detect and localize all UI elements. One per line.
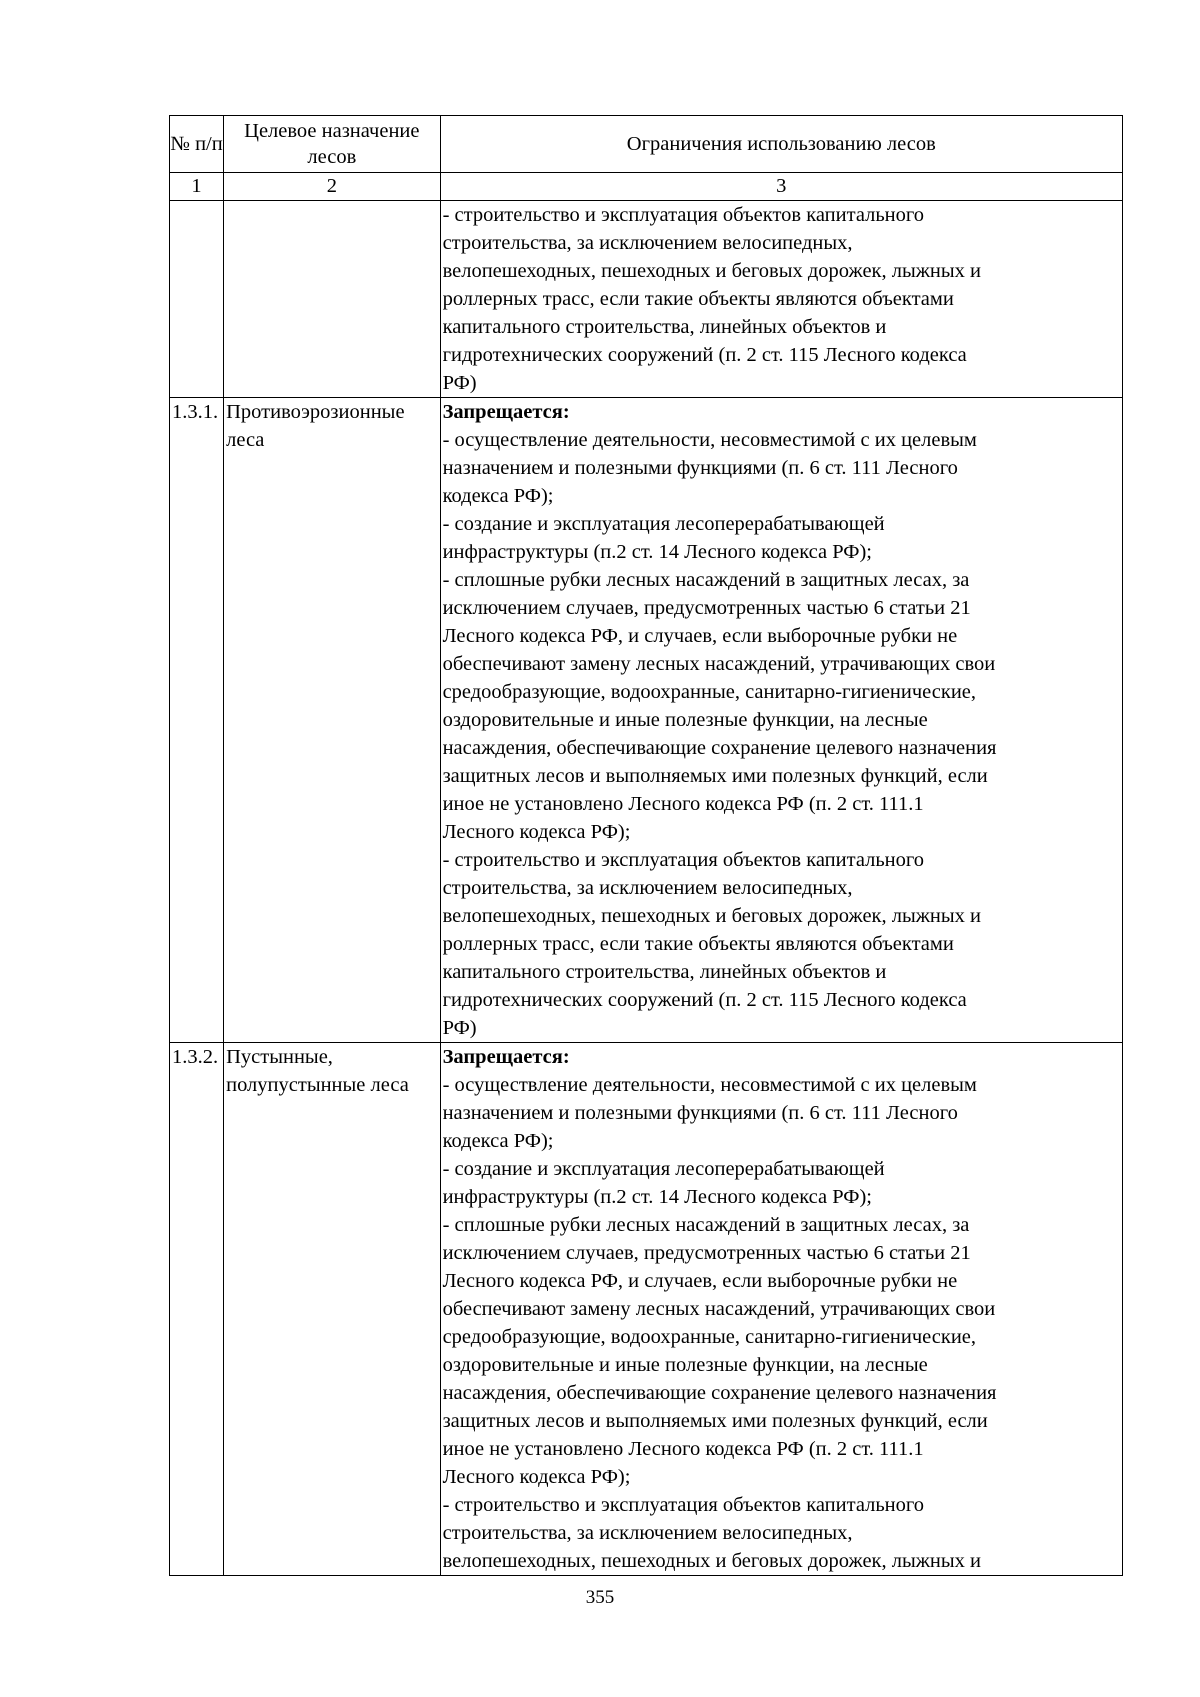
row-restrictions-cell xyxy=(440,201,1122,398)
table-row xyxy=(170,1043,1123,1576)
restriction-text-line: - строительство и эксплуатация объектов капитального xyxy=(442,1494,925,1516)
restriction-text-line: иное не установлено Лесного кодекса РФ (п. 2 ст. 111.1 xyxy=(442,1438,924,1460)
row-purpose-cell: Пустынные, полупустынные леса xyxy=(224,1043,440,1576)
table-header-row xyxy=(170,116,1123,173)
header-purpose-cell: Целевое назначение лесов xyxy=(224,116,440,173)
restriction-text-line: кодекса РФ); xyxy=(442,485,554,507)
restriction-text-line: средообразующие, водоохранные, санитарно-гигиенические, xyxy=(442,681,977,703)
restriction-text-line: оздоровительные и иные полезные функции, на лесные xyxy=(442,709,928,731)
restrictions-lines xyxy=(443,1071,1120,1575)
prohibited-heading: Запрещается: xyxy=(442,1046,570,1068)
restriction-text-line: гидротехнических сооружений (п. 2 ст. 115 Лесного кодекса xyxy=(442,344,967,366)
restriction-text-line: капитального строительства, линейных объектов и xyxy=(442,961,887,983)
restriction-text-line: роллерных трасс, если такие объекты являются объектами xyxy=(442,288,954,310)
page-number: 355 xyxy=(585,1587,615,1608)
restriction-text-line: инфраструктуры (п.2 ст. 14 Лесного кодекса РФ); xyxy=(442,541,873,563)
restriction-text-line: кодекса РФ); xyxy=(442,1130,554,1152)
restriction-text-line: инфраструктуры (п.2 ст. 14 Лесного кодекса РФ); xyxy=(442,1186,873,1208)
restriction-text-line: назначением и полезными функциями (п. 6 ст. 111 Лесного xyxy=(442,1102,958,1124)
restriction-text-line: исключением случаев, предусмотренных частью 6 статьи 21 xyxy=(442,597,971,619)
restriction-text-line: назначением и полезными функциями (п. 6 ст. 111 Лесного xyxy=(442,457,958,479)
restriction-text-line: - создание и эксплуатация лесоперерабатывающей xyxy=(442,1158,885,1180)
restriction-text-line: насаждения, обеспечивающие сохранение целевого назначения xyxy=(442,1382,997,1404)
prohibited-heading: Запрещается: xyxy=(442,401,570,423)
restriction-text-line: - осуществление деятельности, несовместимой с их целевым xyxy=(442,1074,977,1096)
restriction-text-line: - создание и эксплуатация лесоперерабатывающей xyxy=(442,513,885,535)
row-restrictions-cell xyxy=(440,1043,1122,1576)
header-number-cell: № п/п xyxy=(170,116,224,173)
table-row xyxy=(170,398,1123,1043)
column-number-2: 2 xyxy=(224,173,440,201)
row-purpose-cell: Противоэрозионные леса xyxy=(224,398,440,1043)
restriction-text-line: оздоровительные и иные полезные функции, на лесные xyxy=(442,1354,928,1376)
restriction-text-line: строительства, за исключением велосипедных, xyxy=(442,1522,853,1544)
restriction-text-line: велопешеходных, пешеходных и беговых дорожек, лыжных и xyxy=(442,260,982,282)
restriction-text-line: Лесного кодекса РФ); xyxy=(442,1466,631,1488)
restriction-text-line: защитных лесов и выполняемых ими полезных функций, если xyxy=(442,1410,988,1432)
restriction-text-line: РФ) xyxy=(442,1017,477,1039)
row-number-cell: 1.3.2. xyxy=(170,1043,224,1576)
restriction-text-line: строительства, за исключением велосипедных, xyxy=(442,877,853,899)
restriction-text-line: строительства, за исключением велосипедных, xyxy=(442,232,853,254)
restriction-text-line: средообразующие, водоохранные, санитарно-гигиенические, xyxy=(442,1326,977,1348)
restriction-text-line: гидротехнических сооружений (п. 2 ст. 115 Лесного кодекса xyxy=(442,989,967,1011)
restriction-text-line: Лесного кодекса РФ, и случаев, если выборочные рубки не xyxy=(442,1270,958,1292)
restriction-text-line: обеспечивают замену лесных насаждений, утрачивающих свои xyxy=(442,1298,996,1320)
header-restrictions-cell: Ограничения использованию лесов xyxy=(440,116,1122,173)
restriction-text-line: - сплошные рубки лесных насаждений в защитных лесах, за xyxy=(442,569,970,591)
restrictions-table xyxy=(169,115,1123,1576)
restriction-text-line: велопешеходных, пешеходных и беговых дорожек, лыжных и xyxy=(442,905,982,927)
restrictions-lines xyxy=(443,426,1120,1042)
row-number-cell xyxy=(170,201,224,398)
table-row xyxy=(170,201,1123,398)
restriction-text-line: капитального строительства, линейных объектов и xyxy=(442,316,887,338)
row-purpose-cell xyxy=(224,201,440,398)
row-restrictions-cell xyxy=(440,398,1122,1043)
restriction-text-line: - осуществление деятельности, несовместимой с их целевым xyxy=(442,429,977,451)
column-numbers-row xyxy=(170,173,1123,201)
restriction-text-line: исключением случаев, предусмотренных частью 6 статьи 21 xyxy=(442,1242,971,1264)
column-number-3: 3 xyxy=(440,173,1122,201)
restriction-text-line: Лесного кодекса РФ, и случаев, если выборочные рубки не xyxy=(442,625,958,647)
restriction-text-line: обеспечивают замену лесных насаждений, утрачивающих свои xyxy=(442,653,996,675)
row-number-cell: 1.3.1. xyxy=(170,398,224,1043)
column-number-1: 1 xyxy=(170,173,224,201)
restriction-text-line: велопешеходных, пешеходных и беговых дорожек, лыжных и xyxy=(442,1550,982,1572)
restriction-text-line: насаждения, обеспечивающие сохранение целевого назначения xyxy=(442,737,997,759)
restriction-text-line: - строительство и эксплуатация объектов капитального xyxy=(442,849,925,871)
restriction-text-line: защитных лесов и выполняемых ими полезных функций, если xyxy=(442,765,988,787)
restriction-text-line: Лесного кодекса РФ); xyxy=(442,821,631,843)
restriction-text-line: иное не установлено Лесного кодекса РФ (п. 2 ст. 111.1 xyxy=(442,793,924,815)
restriction-text-line: - строительство и эксплуатация объектов капитального xyxy=(442,204,925,226)
restriction-text-line: РФ) xyxy=(442,372,477,394)
restriction-text-line: роллерных трасс, если такие объекты являются объектами xyxy=(442,933,954,955)
restriction-text-line: - сплошные рубки лесных насаждений в защитных лесах, за xyxy=(442,1214,970,1236)
